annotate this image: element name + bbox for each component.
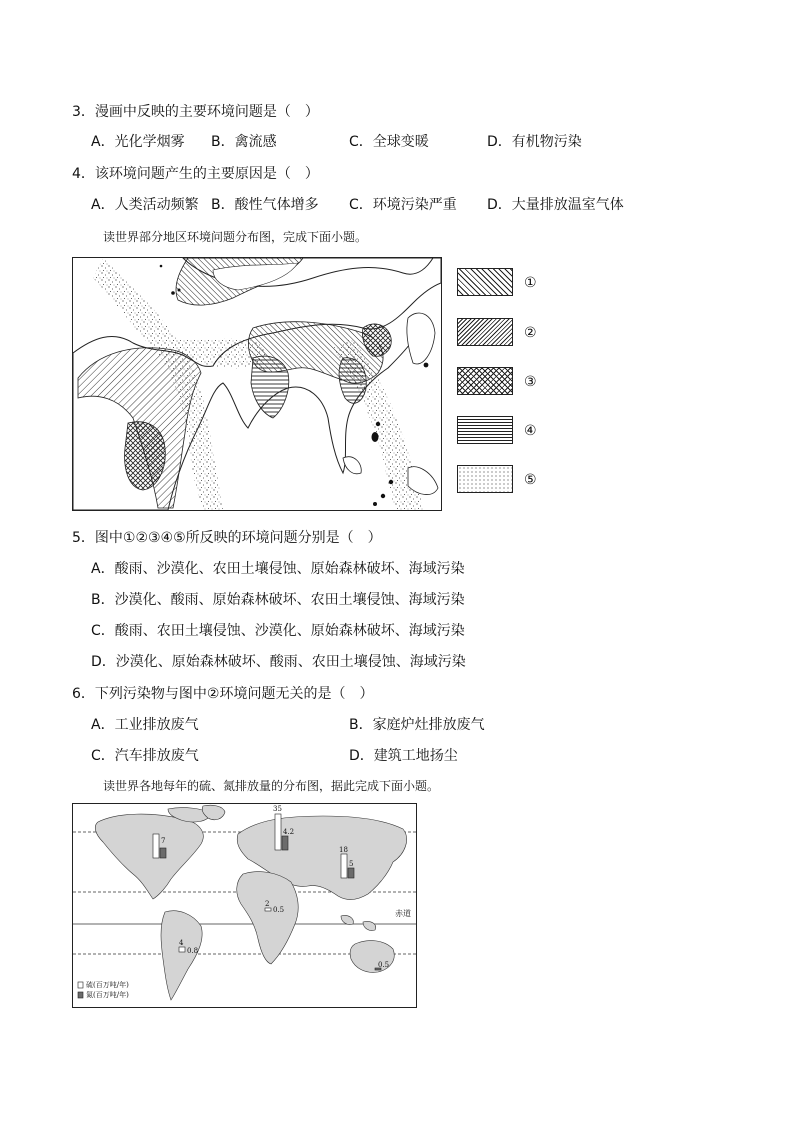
legend-label-5: ⑤ — [524, 472, 537, 488]
legend-nitrogen-swatch — [78, 992, 83, 998]
q5-option-c: C．酸雨、农田土壤侵蚀、沙漠化、原始森林破坏、海域污染 — [91, 623, 465, 639]
equator-label: 赤道 — [395, 909, 411, 918]
q3-stem: 3．漫画中反映的主要环境问题是（ ） — [72, 104, 319, 120]
q4-option-c: C．环境污染严重 — [349, 197, 457, 213]
bar-sulfur-north-america — [153, 834, 159, 858]
q4-option-a: A．人类活动频繁 — [91, 197, 199, 213]
emission-world-map — [72, 803, 417, 1008]
label-africa-nitrogen: 0.5 — [273, 906, 285, 914]
q6-option-c: C．汽车排放废气 — [91, 748, 199, 764]
label-east-asia-nitrogen: 5 — [349, 860, 354, 868]
q3-option-b: B．禽流感 — [211, 134, 277, 150]
legend-label-1: ① — [524, 275, 537, 291]
label-south-america-nitrogen: 0.8 — [187, 947, 199, 955]
q6-stem: 6．下列污染物与图中②环境问题无关的是（ ） — [72, 686, 374, 702]
bar-sulfur-europe — [275, 814, 281, 850]
bar-sulfur-south-america — [179, 947, 185, 952]
legend-label-2: ② — [524, 325, 537, 341]
intro-map1: 读世界部分地区环境问题分布图，完成下面小题。 — [103, 230, 368, 244]
q5-option-b: B．沙漠化、酸雨、原始森林破坏、农田土壤侵蚀、海域污染 — [91, 592, 465, 608]
q6-option-a: A．工业排放废气 — [91, 717, 199, 733]
legend-swatch-1 — [457, 268, 513, 296]
legend-swatch-3 — [457, 367, 513, 395]
q6-option-b: B．家庭炉灶排放废气 — [349, 717, 485, 733]
bar-nitrogen-europe — [282, 836, 288, 850]
environment-problem-map — [72, 257, 442, 511]
q3-option-a: A．光化学烟雾 — [91, 134, 185, 150]
q3-option-c: C．全球变暖 — [349, 134, 429, 150]
bar-sulfur-east-asia — [341, 854, 347, 878]
label-east-asia-sulfur: 18 — [339, 846, 348, 854]
legend-label-3: ③ — [524, 374, 537, 390]
label-europe-nitrogen: 4.2 — [283, 828, 295, 836]
bar-nitrogen-north-america — [160, 848, 166, 858]
legend-swatch-5 — [457, 465, 513, 493]
legend-swatch-2 — [457, 318, 513, 346]
label-africa-sulfur: 2 — [265, 900, 270, 908]
q5-stem: 5．图中①②③④⑤所反映的环境问题分别是（ ） — [72, 530, 382, 546]
legend-sulfur-swatch — [78, 982, 83, 988]
legend-label-4: ④ — [524, 423, 537, 439]
q4-option-d: D．大量排放温室气体 — [487, 197, 624, 213]
label-europe-sulfur: 35 — [273, 805, 282, 813]
label-australia-nitrogen: 0.5 — [378, 961, 390, 969]
legend-swatch-4 — [457, 416, 513, 444]
q6-option-d: D．建筑工地扬尘 — [349, 748, 458, 764]
legend-sulfur-label: 硫(百万吨/年) — [86, 981, 129, 989]
label-south-america-sulfur: 4 — [179, 939, 184, 947]
q3-option-d: D．有机物污染 — [487, 134, 582, 150]
environment-map-svg — [73, 258, 441, 510]
label-north-america-sulfur: 7 — [161, 837, 166, 845]
bar-nitrogen-east-asia — [348, 868, 354, 878]
q4-stem: 4．该环境问题产生的主要原因是（ ） — [72, 166, 319, 182]
q5-option-d: D．沙漠化、原始森林破坏、酸雨、农田土壤侵蚀、海域污染 — [91, 654, 466, 670]
q4-option-b: B．酸性气体增多 — [211, 197, 319, 213]
legend-nitrogen-label: 氮(百万吨/年) — [86, 991, 129, 999]
q5-option-a: A．酸雨、沙漠化、农田土壤侵蚀、原始森林破坏、海域污染 — [91, 561, 465, 577]
bar-sulfur-africa — [265, 908, 271, 911]
world-map-svg — [73, 804, 416, 1007]
intro-map2: 读世界各地每年的硫、氮排放量的分布图，据此完成下面小题。 — [103, 779, 440, 793]
